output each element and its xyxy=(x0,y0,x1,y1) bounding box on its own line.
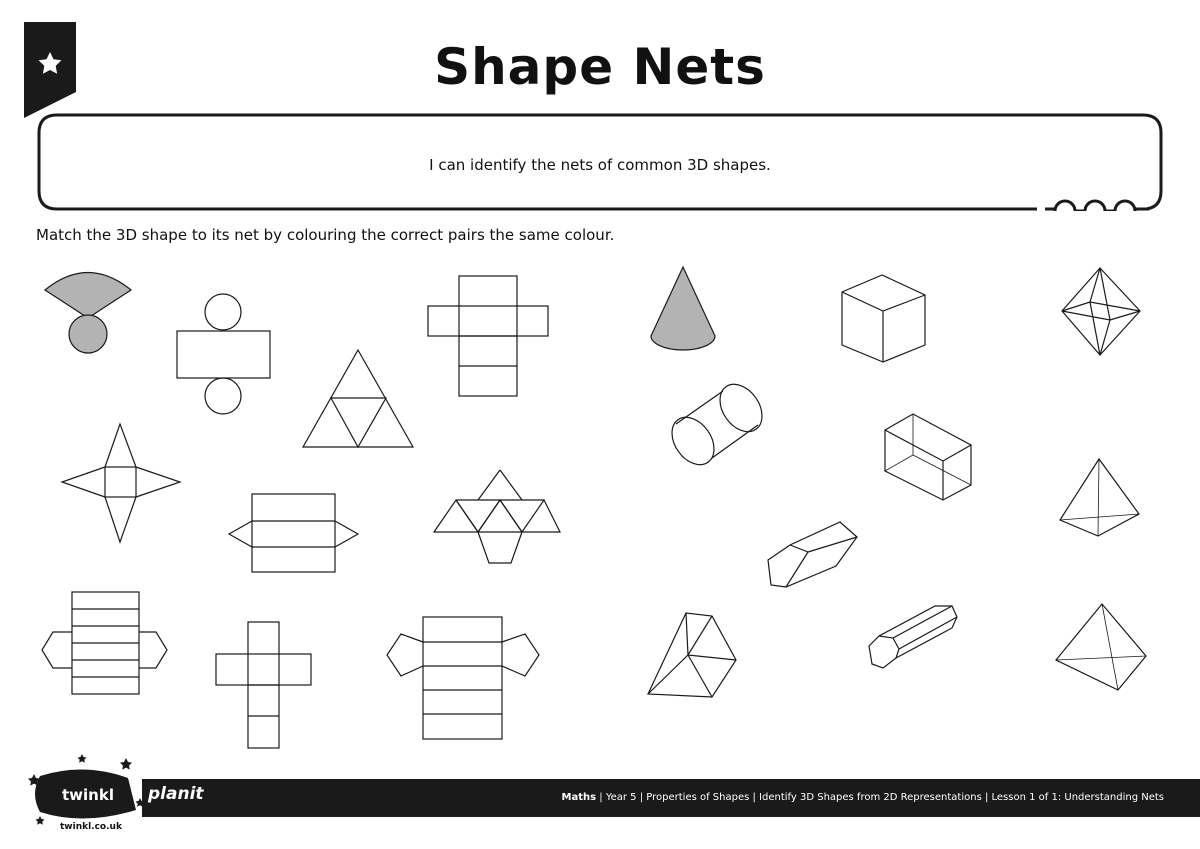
pentagonal-prism-shape[interactable] xyxy=(768,522,857,587)
objective-text: I can identify the nets of common 3D shapes. xyxy=(429,156,771,174)
instruction-text: Match the 3D shape to its net by colouring the correct pairs the same colour. xyxy=(36,226,615,244)
cuboid-shape[interactable] xyxy=(885,414,971,500)
triangular-prism-shape[interactable] xyxy=(648,613,736,697)
cube-shape[interactable] xyxy=(842,275,925,362)
subject-label: Maths xyxy=(561,792,597,803)
cone-net[interactable] xyxy=(45,273,131,354)
shapes-area xyxy=(0,250,1200,770)
square-pyramid-net[interactable] xyxy=(62,424,180,542)
footer-breadcrumb xyxy=(562,792,1164,803)
progress-circle-icon xyxy=(1085,201,1105,211)
cube-net[interactable] xyxy=(216,622,311,748)
cone-shape[interactable] xyxy=(651,267,715,350)
square-pyramid-shape[interactable] xyxy=(1056,604,1146,690)
triangular-pyramid-shape[interactable] xyxy=(1060,459,1139,536)
cuboid-net[interactable] xyxy=(428,276,548,396)
octahedron-net[interactable] xyxy=(434,470,560,563)
breadcrumb-rest: | Year 5 | Properties of Shapes | Identify 3D Shapes from 2D Representations | Lesson 1 of 1: Understanding Nets xyxy=(596,792,1164,803)
hexagonal-prism-shape[interactable] xyxy=(869,606,957,668)
hexagonal-prism-net[interactable] xyxy=(42,592,167,694)
pentagonal-prism-net[interactable] xyxy=(387,617,539,739)
progress-circle-icon xyxy=(1055,201,1075,211)
page-title: Shape Nets xyxy=(434,38,766,96)
twinkl-url: twinkl.co.uk xyxy=(60,822,122,832)
octahedron-shape[interactable] xyxy=(1062,268,1140,355)
planit-brand: planit xyxy=(148,784,204,804)
cylinder-net[interactable] xyxy=(177,294,270,414)
twinkl-logo-word: twinkl xyxy=(62,786,114,804)
triangular-prism-net[interactable] xyxy=(229,494,358,572)
progress-circle-icon xyxy=(1115,201,1135,211)
cylinder-shape[interactable] xyxy=(663,376,770,472)
tetrahedron-net[interactable] xyxy=(303,350,413,447)
